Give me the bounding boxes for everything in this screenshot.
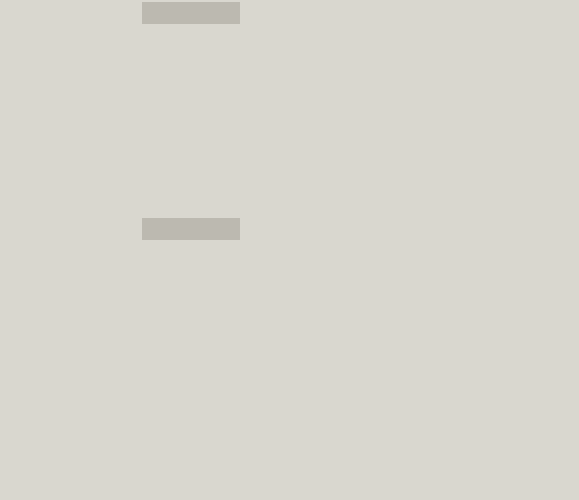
bottom-column-3 [438, 372, 576, 498]
left-column [4, 2, 136, 498]
related-reading-section [142, 218, 576, 370]
related-reading-label [142, 218, 240, 240]
bottom-column-1 [146, 372, 278, 498]
qa-section-label [142, 2, 240, 24]
qa-section [142, 2, 576, 216]
bottom-column-2 [288, 372, 428, 498]
